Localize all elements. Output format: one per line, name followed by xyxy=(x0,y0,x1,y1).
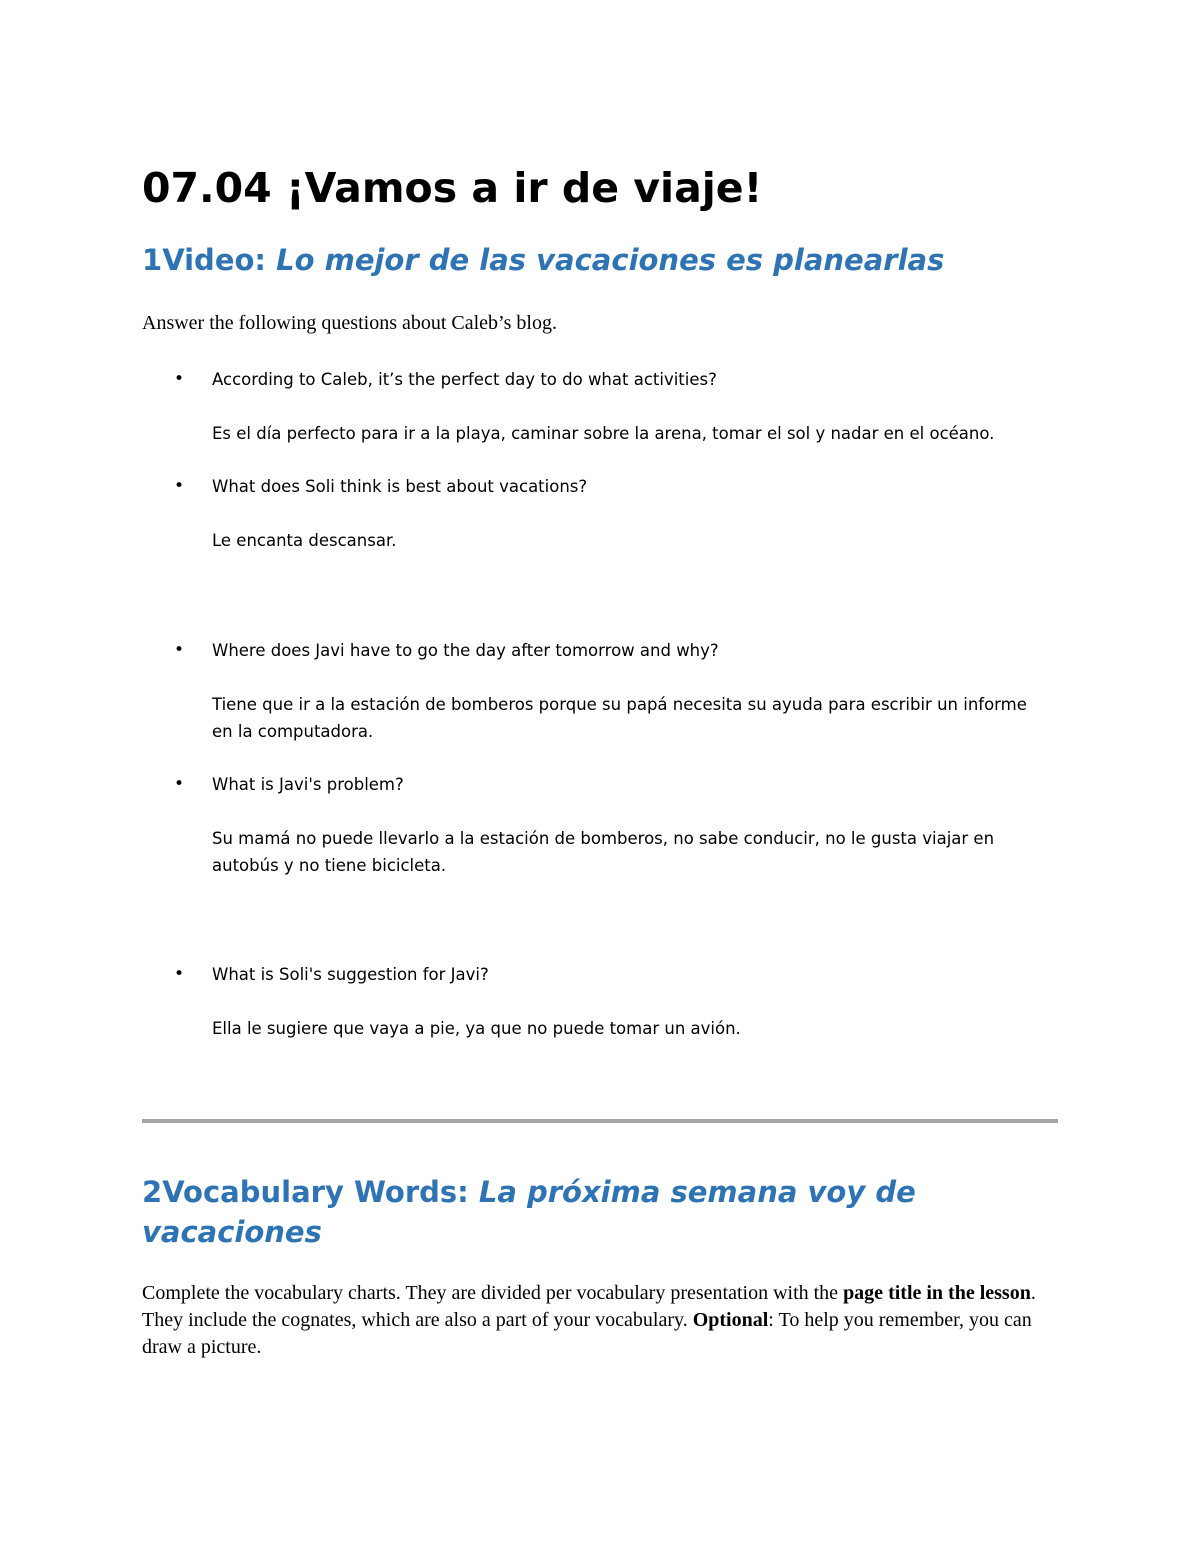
question-2: What does Soli think is best about vacations? xyxy=(212,477,588,496)
question-5: What is Soli's suggestion for Javi? xyxy=(212,965,489,984)
section-1-title: Lo mejor de las vacaciones es planearlas xyxy=(276,243,945,277)
section-2-heading xyxy=(142,1172,1062,1252)
question-3: Where does Javi have to go the day after tomorrow and why? xyxy=(212,641,719,660)
answer-4: Su mamá no puede llevarlo a la estación de bomberos, no sabe conducir, no le gusta viajar en autobús y no tiene bicicleta. xyxy=(212,829,995,875)
bullet-icon: • xyxy=(174,964,185,984)
section-1-label: Video: xyxy=(162,243,277,277)
answer-2: Le encanta descansar. xyxy=(212,531,397,550)
question-1: According to Caleb, it’s the perfect day to do what activities? xyxy=(212,370,717,389)
question-4: What is Javi's problem? xyxy=(212,775,404,794)
answer-5: Ella le sugiere que vaya a pie, ya que no puede tomar un avión. xyxy=(212,1019,741,1038)
bullet-icon: • xyxy=(174,476,185,496)
section-divider xyxy=(142,1119,1058,1123)
bullet-icon: • xyxy=(174,369,185,389)
paragraph-bold-1: page title in the lesson xyxy=(843,1282,1031,1304)
bullet-icon: • xyxy=(174,640,185,660)
section-1-intro: Answer the following questions about Caleb’s blog. xyxy=(142,312,557,334)
section-2-label: Vocabulary Words: xyxy=(162,1175,479,1209)
section-1-number: 1 xyxy=(142,243,163,277)
answer-1: Es el día perfecto para ir a la playa, caminar sobre la arena, tomar el sol y nadar en el océano. xyxy=(212,424,995,443)
paragraph-text-3: : To help you remember, you can draw a picture. xyxy=(142,1309,1032,1358)
bullet-icon: • xyxy=(174,774,185,794)
paragraph-text-1: Complete the vocabulary charts. They are divided per vocabulary presentation with the xyxy=(142,1282,844,1304)
paragraph-bold-2: Optional xyxy=(692,1309,769,1331)
answer-3: Tiene que ir a la estación de bomberos porque su papá necesita su ayuda para escribir un informe en la computadora. xyxy=(212,695,1027,741)
section-1-heading xyxy=(142,240,1062,280)
section-2-title: La próxima semana voy de vacaciones xyxy=(142,1175,916,1249)
paragraph-text-2: . They include the cognates, which are also a part of your vocabulary. xyxy=(142,1282,1036,1331)
document-title: 07.04 ¡Vamos a ir de viaje! xyxy=(142,164,763,212)
section-2-number: 2 xyxy=(142,1175,163,1209)
section-2-paragraph xyxy=(142,1280,1062,1361)
